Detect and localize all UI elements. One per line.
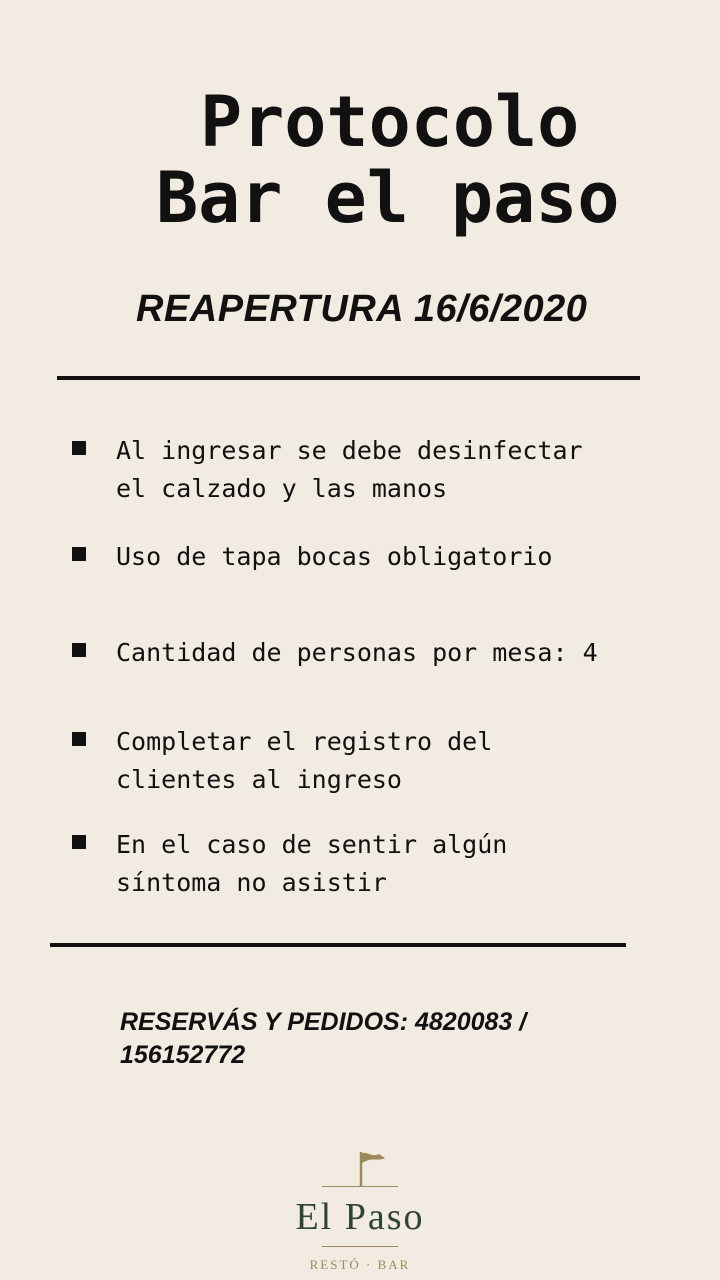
top-divider <box>57 376 640 380</box>
bottom-divider <box>50 943 626 947</box>
list-item-text: En el caso de sentir algún síntoma no asistir <box>116 830 508 897</box>
page-title-line-2: Bar el paso <box>156 157 620 239</box>
list-item-text: Cantidad de personas por mesa: 4 <box>116 638 598 667</box>
reservations-contact: RESERVÁS Y PEDIDOS: 4820083 / 156152772 <box>120 1008 527 1069</box>
square-bullet-icon <box>72 643 86 657</box>
page-title-line-1: Protocolo <box>200 81 580 163</box>
reopening-date: REAPERTURA 16/6/2020 <box>136 288 588 330</box>
list-item-text: Uso de tapa bocas obligatorio <box>116 542 553 571</box>
el-paso-logo <box>260 1150 460 1278</box>
square-bullet-icon <box>72 732 86 746</box>
logo-rule-top <box>322 1186 398 1187</box>
list-item-text: Completar el registro del clientes al ingreso <box>116 727 493 794</box>
square-bullet-icon <box>72 547 86 561</box>
logo-tagline: RESTÓ · BAR <box>309 1257 411 1272</box>
list-item-text: Al ingresar se debe desinfectar el calzado y las manos <box>116 436 583 503</box>
flag-icon <box>357 1150 387 1186</box>
logo-name: El Paso <box>295 1196 425 1238</box>
square-bullet-icon <box>72 441 86 455</box>
logo-rule-bottom <box>322 1246 398 1247</box>
square-bullet-icon <box>72 835 86 849</box>
